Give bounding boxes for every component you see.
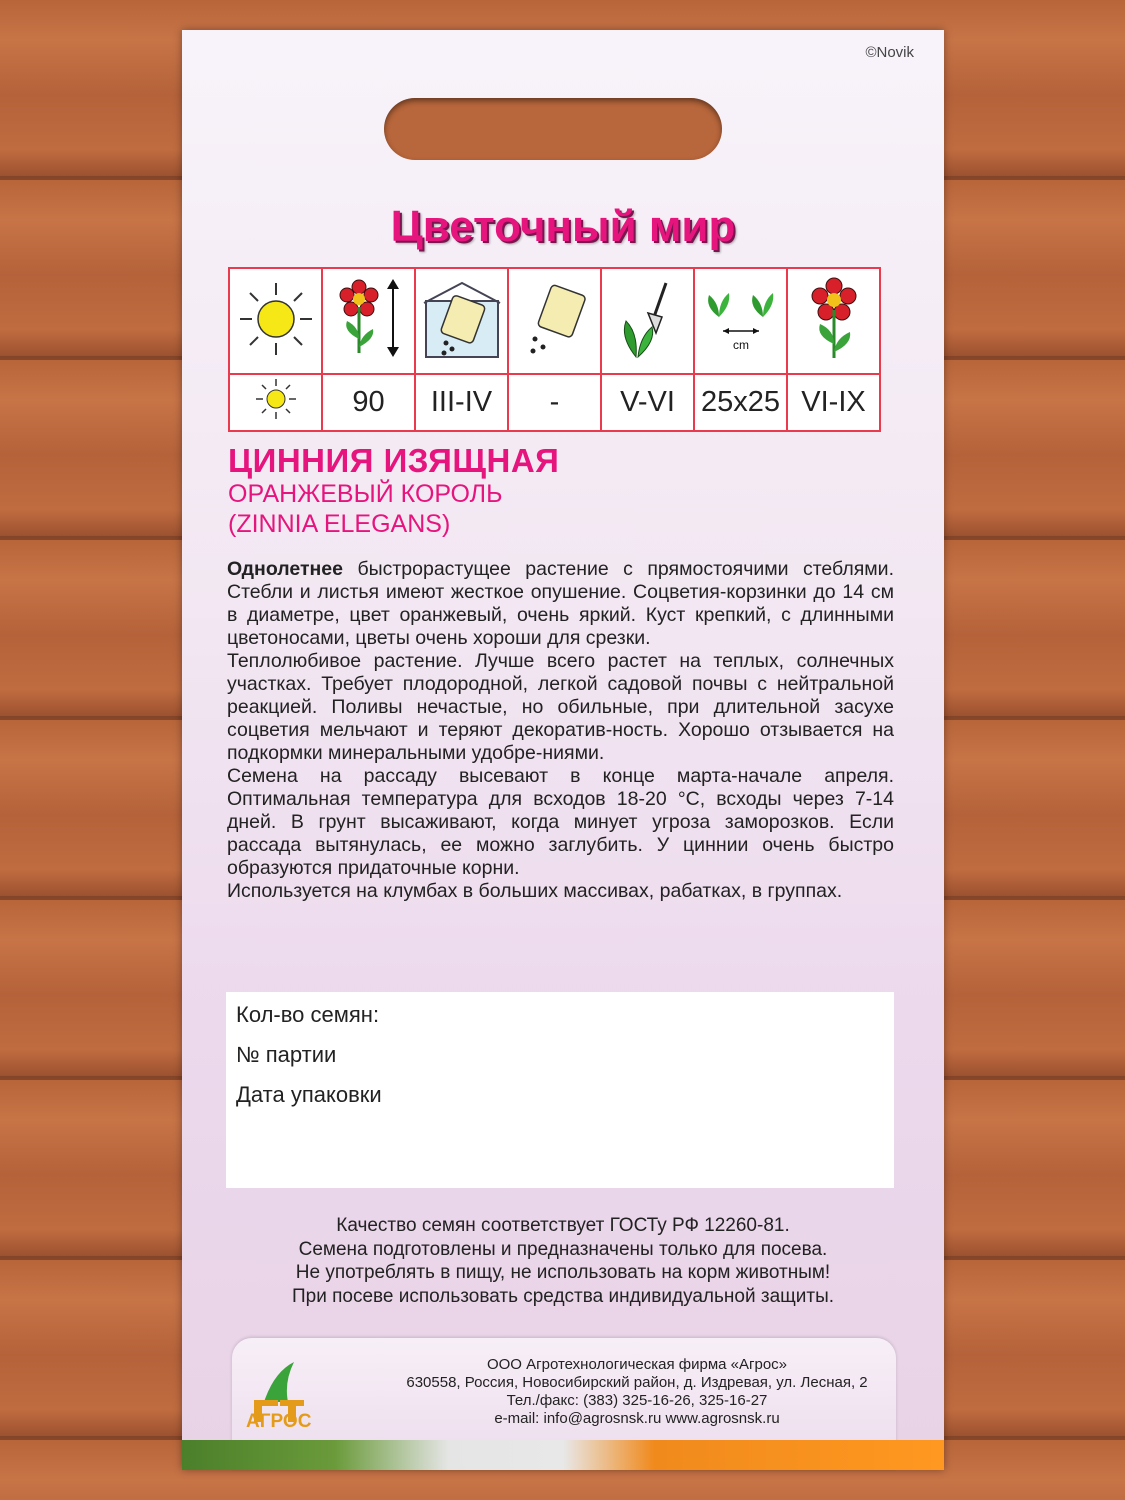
description-p4: Используется на клумбах в больших массивах, рабатках, в группах. xyxy=(227,880,843,902)
plant-latin-name: (ZINNIA ELEGANS) xyxy=(228,510,451,538)
company-address: 630558, Россия, Новосибирский район, д. Издревая, ул. Лесная, 2 xyxy=(406,1374,868,1391)
quality-line-4: При посеве использовать средства индивидуальной защиты. xyxy=(291,1285,835,1307)
series-title: Цветочный мир xyxy=(390,202,736,251)
batch-label: № партии xyxy=(236,1042,337,1067)
spacing-value: 25x25 xyxy=(694,374,787,431)
greenhouse-seed-icon xyxy=(415,268,508,374)
flowering-icon xyxy=(787,268,880,374)
seed-packet-icon xyxy=(508,268,601,374)
open-ground-sowing-value: - xyxy=(508,374,601,431)
description-p1-text: быстрорастущее растение с прямостоячими стеблями. Стебли и листья имеют жесткое опушение. Соцветия-корзинки до 14 см в диаметре, цвет оранжевый, очень яркий. Куст крепкий, с длинными цветоносами, цветы очень хороши для срезки. xyxy=(227,558,894,649)
planting-value: V-VI xyxy=(601,374,694,431)
flowering-value: VI-IX xyxy=(787,374,880,431)
plant-name: ЦИННИЯ ИЗЯЩНАЯ xyxy=(228,442,560,479)
description-p2: Теплолюбивое растение. Лучше всего растет на теплых, солнечных участках. Требует плодородной, легкой садовой почвы с нейтральной реакцией. Поливы нечастые, но обильные, при длительной засухе соцветия мельчают и теряют декоратив-ность. Хорошо отзывается на подкормки минеральными удобре-ниями. xyxy=(227,650,894,764)
quality-line-1: Качество семян соответствует ГОСТу РФ 12260-81. xyxy=(336,1215,790,1236)
company-name: ООО Агротехнологическая фирма «Агрос» xyxy=(486,1356,788,1373)
description-p1 xyxy=(227,558,894,650)
front-photo-strip xyxy=(182,1440,944,1470)
height-value: 90 xyxy=(322,374,415,431)
pack-date-label: Дата упаковки xyxy=(236,1082,382,1107)
planting-icon-table xyxy=(228,267,881,432)
company-phone: Тел./факс: (383) 325-16-26, 325-16-27 xyxy=(506,1392,768,1409)
quality-notice xyxy=(182,1214,944,1308)
company-contacts: e-mail: info@agrosnsk.ru www.agrosnsk.ru xyxy=(494,1410,780,1427)
quality-line-2: Семена подготовлены и предназначены только для посева. xyxy=(298,1238,828,1260)
flower-height-icon xyxy=(322,268,415,374)
spacing-icon xyxy=(694,268,787,374)
description-p3: Семена на рассаду высевают в конце марта-начале апреля. Оптимальная температура для всходов 18-20 °С, всходы через 7-14 дней. В грунт высаживают, когда минует угроза заморозков. Если рассада вытянулась, ее можно заглубить. У циннии очень быстро образуются придаточные корни. xyxy=(227,765,894,879)
batch-info-box xyxy=(226,992,894,1188)
sun-small-icon xyxy=(229,374,322,431)
quality-line-3: Не употреблять в пищу, не использовать на корм животным! xyxy=(295,1262,831,1283)
logo-text: АГРОС xyxy=(246,1411,312,1432)
description-lead: Однолетнее xyxy=(227,558,344,580)
copyright: ©Novik xyxy=(865,44,914,61)
seed-packet xyxy=(182,30,944,1470)
greenhouse-sowing-value: III-IV xyxy=(415,374,508,431)
seed-count-label: Кол-во семян: xyxy=(236,1002,380,1027)
description xyxy=(227,558,894,903)
sun-icon xyxy=(229,268,322,374)
trowel-seedling-icon xyxy=(601,268,694,374)
plant-variety: ОРАНЖЕВЫЙ КОРОЛЬ xyxy=(228,480,503,508)
company-info xyxy=(332,1356,942,1428)
hang-hole xyxy=(384,98,722,160)
spacing-unit: cm xyxy=(732,337,749,352)
